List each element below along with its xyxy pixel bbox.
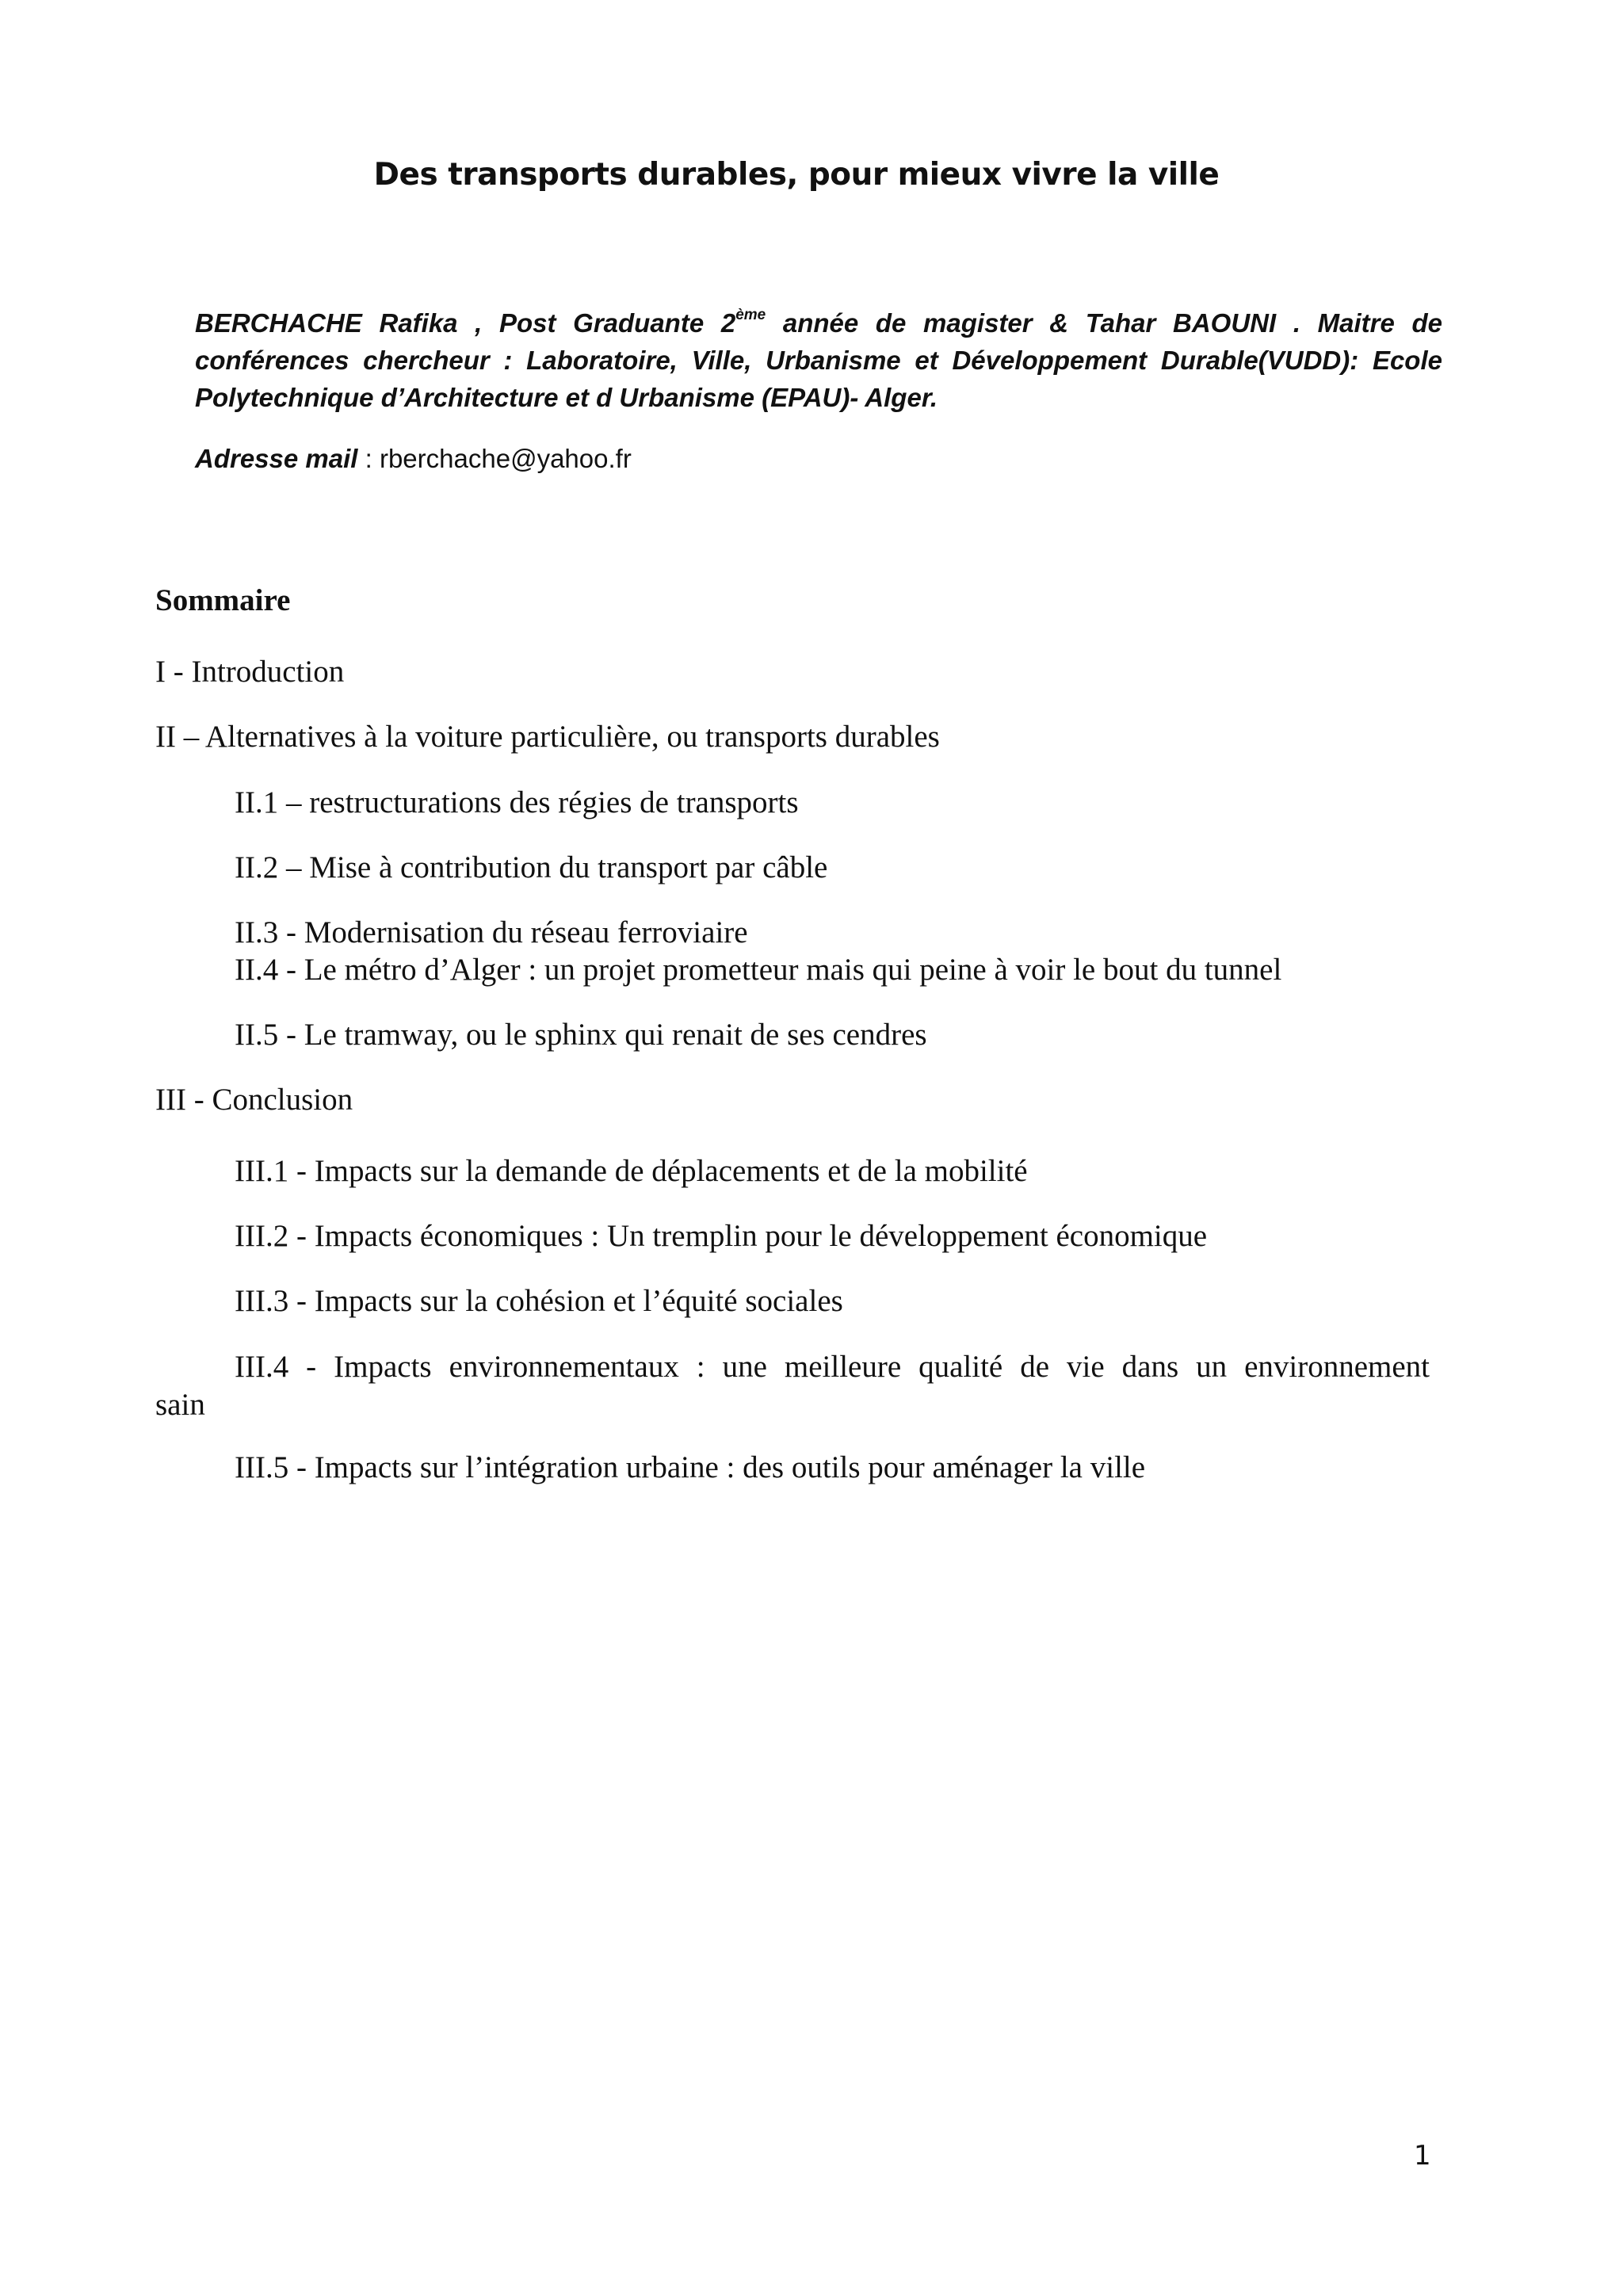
toc-item-ii-3: II.3 - Modernisation du réseau ferroviaire bbox=[235, 915, 748, 949]
toc-item-ii-5: II.5 - Le tramway, ou le sphinx qui renait de ses cendres bbox=[235, 1018, 927, 1052]
email-label: Adresse mail bbox=[195, 444, 358, 473]
author-affiliation bbox=[195, 304, 1442, 416]
toc-item-conclusion: III - Conclusion bbox=[155, 1083, 353, 1117]
email-separator: : bbox=[357, 444, 380, 473]
toc-item-iii-2: III.2 - Impacts économiques : Un tremplin pour le développement économique bbox=[235, 1219, 1208, 1253]
author-superscript: ème bbox=[735, 307, 766, 323]
toc-item-ii-2: II.2 – Mise à contribution du transport par câble bbox=[235, 850, 828, 884]
summary-heading: Sommaire bbox=[155, 583, 291, 617]
toc-item-iii-1: III.1 - Impacts sur la demande de déplacements et de la mobilité bbox=[235, 1154, 1028, 1188]
author-text-part1: BERCHACHE Rafika , Post Graduante 2 bbox=[195, 308, 736, 338]
toc-item-ii-4: II.4 - Le métro d’Alger : un projet prometteur mais qui peine à voir le bout du tunnel bbox=[235, 953, 1282, 987]
toc-item-iii-4: III.4 - Impacts environnementaux : une meilleure qualité de vie dans un environnement sain bbox=[155, 1350, 1430, 1422]
toc-item-iii-5: III.5 - Impacts sur l’intégration urbaine : des outils pour aménager la ville bbox=[235, 1450, 1146, 1484]
email-line bbox=[195, 444, 632, 474]
document-title: Des transports durables, pour mieux vivre la ville bbox=[373, 157, 1220, 193]
author-text-part2: année de magister & Tahar BAOUNI . Maitre de conférences chercheur : Laboratoire, Ville, Urbanisme et Développement Durable(VUDD): Ecole Polytechnique d’Architecture et d Urbanisme (EPAU)- Alger. bbox=[195, 308, 1442, 412]
toc-item-ii-1: II.1 – restructurations des régies de transports bbox=[235, 785, 799, 819]
toc-item-iii-3: III.3 - Impacts sur la cohésion et l’équité sociales bbox=[235, 1284, 843, 1318]
toc-item-alternatives: II – Alternatives à la voiture particulière, ou transports durables bbox=[155, 720, 940, 754]
toc-item-introduction: I - Introduction bbox=[155, 655, 345, 689]
email-address: rberchache@yahoo.fr bbox=[379, 444, 632, 473]
page-number: 1 bbox=[1414, 2140, 1431, 2172]
